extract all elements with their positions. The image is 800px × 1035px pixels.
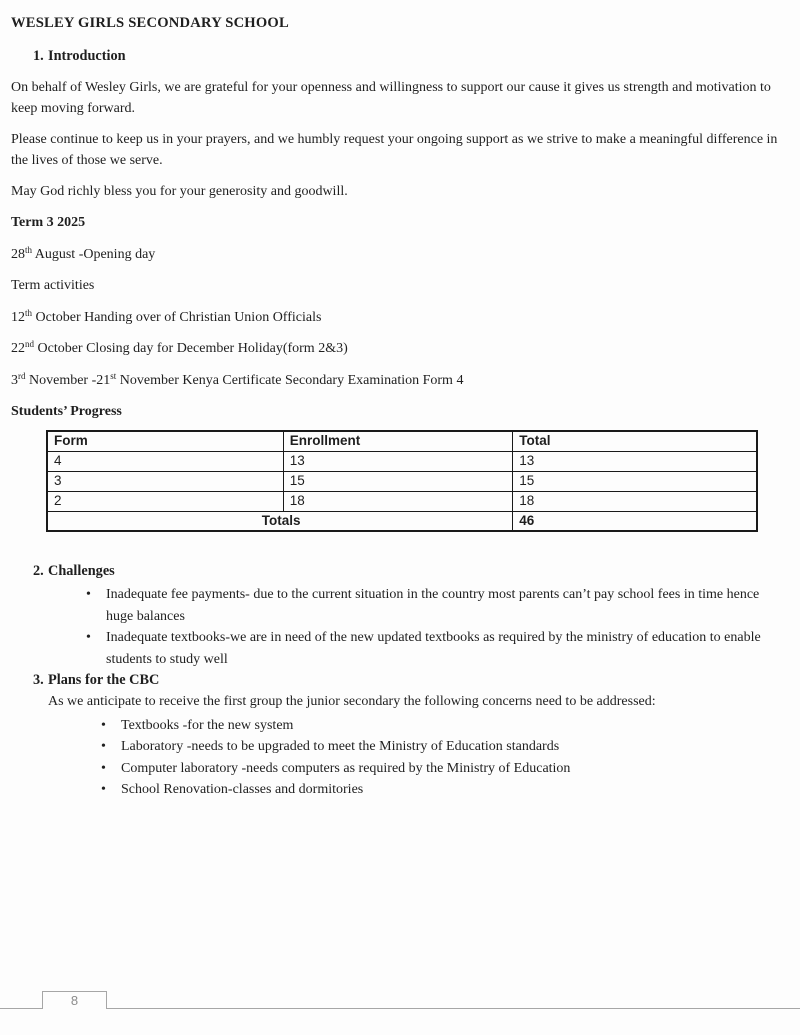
term-event-line-1 xyxy=(11,307,787,328)
section-heading-introduction xyxy=(33,46,787,67)
table-cell-total: 15 xyxy=(513,471,757,491)
section-number: 2. xyxy=(33,563,44,579)
page-title: WESLEY GIRLS SECONDARY SCHOOL xyxy=(11,15,289,31)
section-heading-label: Introduction xyxy=(48,48,126,64)
table-totals-value: 46 xyxy=(513,511,757,531)
list-item: • School Renovation-classes and dormitories xyxy=(99,779,791,801)
section-number: 3. xyxy=(33,672,44,688)
table-row xyxy=(47,491,757,511)
table-header-enrollment: Enrollment xyxy=(283,431,512,451)
term-activities-label: Term activities xyxy=(11,278,95,293)
section-heading-challenges xyxy=(33,561,787,582)
date-number: 28 xyxy=(11,247,25,262)
page-number-tab xyxy=(42,991,107,1009)
table-cell-total: 13 xyxy=(513,451,757,471)
ordinal-suffix: st xyxy=(110,371,117,381)
table-cell-enrollment: 18 xyxy=(283,491,512,511)
date-text: November Kenya Certificate Secondary Examination Form 4 xyxy=(116,373,464,388)
date-number: 12 xyxy=(11,310,25,325)
challenges-list xyxy=(84,584,776,670)
table-row xyxy=(47,471,757,491)
section-number: 1. xyxy=(33,48,44,64)
list-item: • Inadequate fee payments- due to the current situation in the country most parents can’t pay school fees in time hence huge balances xyxy=(84,584,776,627)
date-number: 22 xyxy=(11,341,25,356)
students-progress-heading: Students’ Progress xyxy=(11,404,122,419)
ordinal-suffix: rd xyxy=(18,371,26,381)
table-header-form: Form xyxy=(47,431,283,451)
date-text: August -Opening day xyxy=(32,247,156,262)
table-cell-total: 18 xyxy=(513,491,757,511)
table-cell-form: 4 xyxy=(47,451,283,471)
list-item: • Laboratory -needs to be upgraded to meet the Ministry of Education standards xyxy=(99,736,791,758)
table-cell-form: 3 xyxy=(47,471,283,491)
table-header-total: Total xyxy=(513,431,757,451)
section-heading-label: Challenges xyxy=(48,563,115,579)
table-cell-form: 2 xyxy=(47,491,283,511)
list-item: • Inadequate textbooks-we are in need of the new updated textbooks as required by the ministry of education to enable students to study well xyxy=(84,627,776,670)
ordinal-suffix: th xyxy=(25,245,33,255)
table-cell-enrollment: 15 xyxy=(283,471,512,491)
table-totals-row xyxy=(47,511,757,531)
page-number: 8 xyxy=(70,993,79,1008)
term-opening-day-line xyxy=(11,244,787,265)
intro-paragraph-1: On behalf of Wesley Girls, we are grateful for your openness and willingness to support our cause it gives us strength and motivation to keep moving forward. xyxy=(11,80,771,116)
students-progress-table xyxy=(46,430,758,532)
intro-paragraph-3: May God richly bless you for your generosity and goodwill. xyxy=(11,184,348,199)
term-event-line-3 xyxy=(11,370,787,391)
plans-list xyxy=(99,715,791,801)
date-text: October Handing over of Christian Union Officials xyxy=(32,310,322,325)
ordinal-suffix: th xyxy=(25,308,33,318)
term-heading: Term 3 2025 xyxy=(11,215,86,230)
plans-intro-text: As we anticipate to receive the first group the junior secondary the following concerns need to be addressed: xyxy=(48,694,656,709)
table-cell-enrollment: 13 xyxy=(283,451,512,471)
section-heading-label: Plans for the CBC xyxy=(48,672,160,688)
table-row xyxy=(47,451,757,471)
date-text: October Closing day for December Holiday(form 2&3) xyxy=(34,341,348,356)
list-item: • Computer laboratory -needs computers as required by the Ministry of Education xyxy=(99,758,791,780)
footer-divider xyxy=(0,1008,800,1009)
table-header-row xyxy=(47,431,757,451)
intro-paragraph-2: Please continue to keep us in your prayers, and we humbly request your ongoing support as we strive to make a meaningful difference in the lives of those we serve. xyxy=(11,132,778,168)
table-totals-label: Totals xyxy=(47,511,513,531)
list-item: • Textbooks -for the new system xyxy=(99,715,791,737)
date-text: November -21 xyxy=(25,373,111,388)
ordinal-suffix: nd xyxy=(25,339,34,349)
date-number: 3 xyxy=(11,373,18,388)
section-heading-plans xyxy=(33,670,787,691)
term-event-line-2 xyxy=(11,338,787,359)
